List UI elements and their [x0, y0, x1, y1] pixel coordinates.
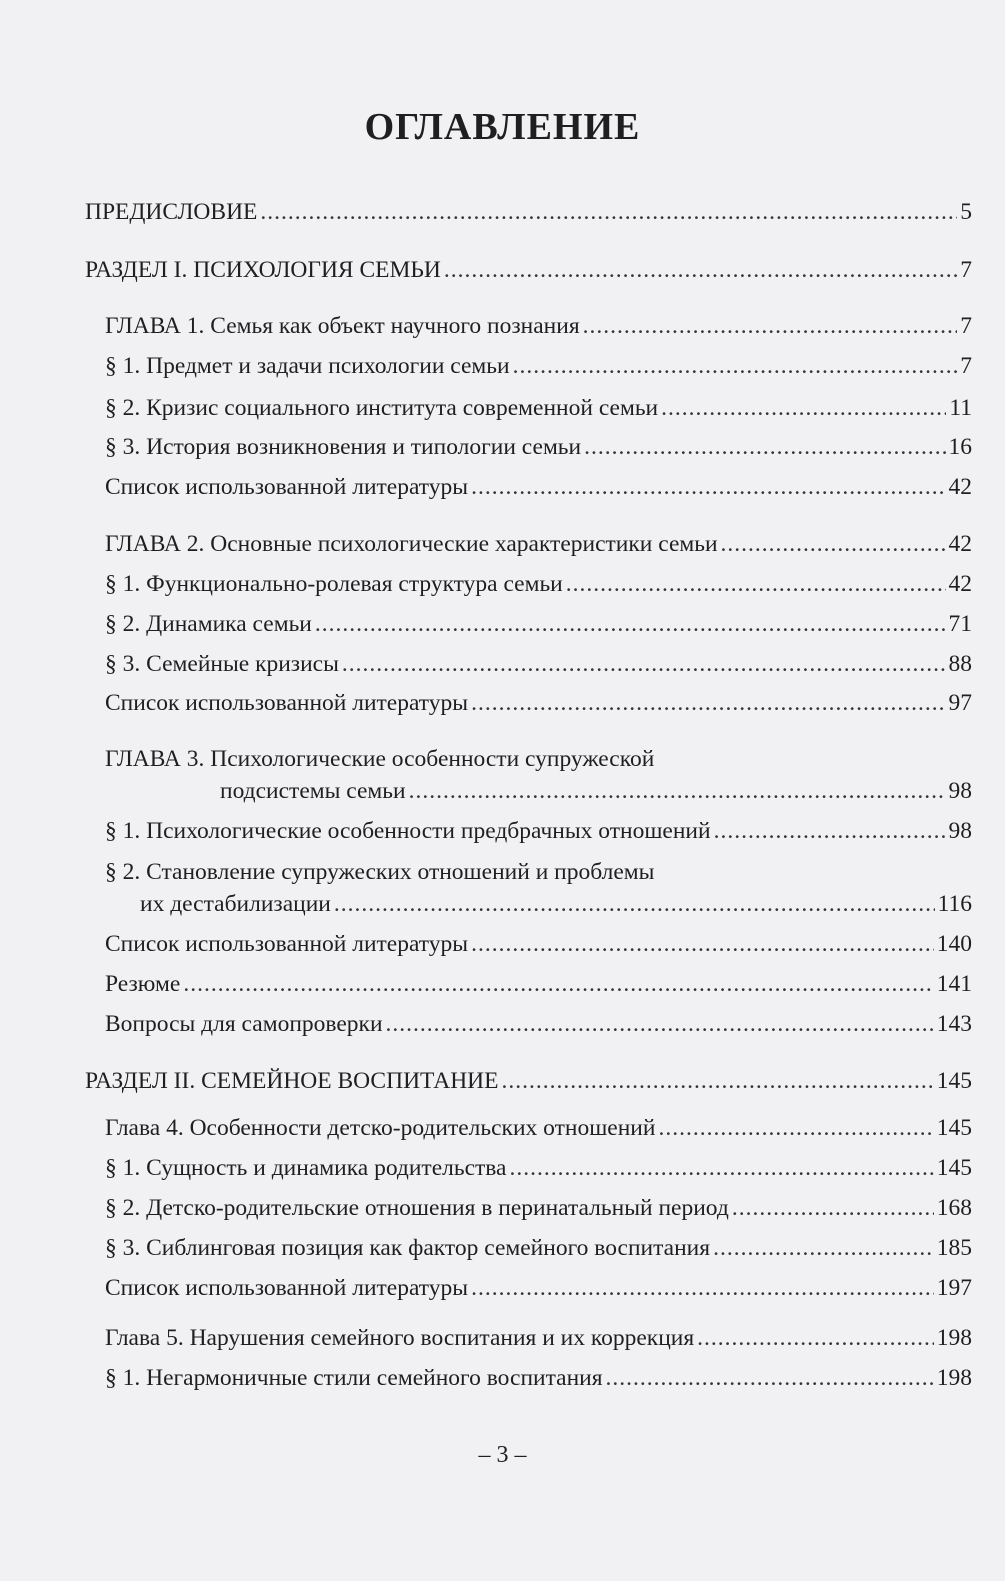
toc-entry[interactable] [105, 1363, 972, 1393]
toc-entry-label: ПРЕДИСЛОВИЕ [85, 199, 258, 225]
toc-entry-page: 141 [936, 971, 972, 997]
toc-entry-label: § 1. Функционально-ролевая структура семьи [105, 571, 563, 597]
leader-dots [732, 1193, 934, 1223]
leader-dots [714, 816, 946, 846]
leader-dots [471, 1273, 934, 1303]
toc-entry-page: 88 [948, 651, 972, 677]
toc-entry-page: 5 [960, 199, 972, 225]
toc-entry-page: 140 [936, 931, 972, 957]
toc-entry-page: 42 [948, 474, 972, 500]
toc-entry[interactable] [105, 969, 972, 999]
toc-entry-label: Резюме [105, 971, 181, 997]
toc-entry-label: Глава 4. Особенности детско-родительских отношений [105, 1115, 656, 1141]
leader-dots [315, 609, 946, 639]
toc-entry-chapter-4[interactable] [105, 1113, 972, 1143]
toc-entry-page: 198 [936, 1365, 972, 1391]
toc-entry-page: 143 [936, 1011, 972, 1037]
toc-entry-page: 7 [960, 353, 972, 379]
toc-entry-page: 145 [936, 1115, 972, 1141]
leader-dots [713, 1233, 934, 1263]
toc-entry[interactable] [140, 889, 972, 919]
toc-entry-page: 97 [948, 690, 972, 716]
leader-dots [721, 529, 946, 559]
toc-entry-section-2[interactable] [85, 1066, 972, 1096]
toc-entry-page: 98 [948, 778, 972, 804]
toc-entry-label: Глава 5. Нарушения семейного воспитания и их коррекция [105, 1325, 695, 1351]
leader-dots [510, 1153, 934, 1183]
leader-dots [606, 1363, 934, 1393]
leader-dots [471, 929, 934, 959]
toc-entry[interactable] [105, 1273, 972, 1303]
leader-dots [471, 472, 945, 502]
toc-entry-label: § 1. Негармоничные стили семейного воспитания [105, 1365, 603, 1391]
toc-entry-chapter-2[interactable] [105, 529, 972, 559]
toc-entry-page: 145 [936, 1068, 972, 1094]
leader-dots [183, 969, 933, 999]
leader-dots [583, 311, 958, 341]
toc-entry[interactable] [105, 351, 972, 381]
toc-entry-label: ГЛАВА 1. Семья как объект научного познания [105, 313, 580, 339]
toc-entry[interactable] [105, 929, 972, 959]
toc-entry-label: § 1. Предмет и задачи психологии семьи [105, 353, 510, 379]
toc-entry[interactable] [105, 1009, 972, 1039]
toc-entry-page: 98 [948, 818, 972, 844]
toc-entry[interactable] [105, 609, 972, 639]
toc-entry-page: 71 [948, 611, 972, 637]
leader-dots [342, 649, 946, 679]
toc-entry[interactable] [105, 816, 972, 846]
leader-dots [661, 393, 946, 423]
toc-entry-page: 11 [949, 395, 972, 421]
toc-entry-label: § 2. Детско-родительские отношения в перинатальный период [105, 1195, 729, 1221]
toc-entry-chapter-3[interactable] [220, 776, 972, 806]
toc-entry-page: 198 [936, 1325, 972, 1351]
toc-entry-chapter-5[interactable] [105, 1323, 972, 1353]
toc-entry-label: § 3. Сиблинговая позиция как фактор семейного воспитания [105, 1235, 711, 1261]
page-number: – 3 – [478, 1442, 527, 1468]
toc-entry-label: § 2. Динамика семьи [105, 611, 312, 637]
toc-entry-label: Список использованной литературы [105, 1275, 469, 1301]
toc-entry-page: 42 [948, 531, 972, 557]
leader-dots [658, 1113, 933, 1143]
toc-entry-label: § 1. Психологические особенности предбрачных отношений [105, 818, 711, 844]
toc-entry-label: РАЗДЕЛ II. СЕМЕЙНОЕ ВОСПИТАНИЕ [85, 1068, 499, 1094]
toc-entry-label: § 1. Сущность и динамика родительства [105, 1155, 507, 1181]
toc-entry-label: ГЛАВА 2. Основные психологические характеристики семьи [105, 531, 718, 557]
leader-dots [697, 1323, 934, 1353]
leader-dots [471, 688, 945, 718]
toc-entry-page: 116 [937, 891, 972, 917]
toc-entry[interactable] [105, 649, 972, 679]
toc-entry-page: 145 [936, 1155, 972, 1181]
leader-dots [409, 776, 946, 806]
leader-dots [444, 255, 957, 285]
toc-entry-page: 42 [948, 571, 972, 597]
toc-entry-label: § 3. Семейные кризисы [105, 651, 339, 677]
leader-dots [513, 351, 958, 381]
toc-entry-label: их дестабилизации [140, 891, 331, 917]
toc-entry-chapter-3-first-line: ГЛАВА 3. Психологические особенности супружеской [105, 746, 655, 772]
toc-entry[interactable] [105, 688, 972, 718]
toc-entry-section-1[interactable] [85, 255, 972, 285]
toc-entry-first-line: § 2. Становление супружеских отношений и проблемы [105, 859, 655, 885]
toc-entry-label: Список использованной литературы [105, 931, 469, 957]
leader-dots [566, 569, 946, 599]
toc-entry-page: 168 [936, 1195, 972, 1221]
toc-entry-page: 185 [936, 1235, 972, 1261]
toc-entry[interactable] [105, 432, 972, 462]
toc-entry[interactable] [105, 569, 972, 599]
leader-dots [386, 1009, 934, 1039]
page-title: ОГЛАВЛЕНИЕ [364, 106, 641, 148]
toc-entry-page: 7 [960, 257, 972, 283]
toc-entry-label: РАЗДЕЛ I. ПСИХОЛОГИЯ СЕМЬИ [85, 257, 441, 283]
toc-entry-label: Список использованной литературы [105, 690, 469, 716]
leader-dots [260, 197, 957, 227]
toc-entry[interactable] [105, 472, 972, 502]
toc-entry-chapter-1[interactable] [105, 311, 972, 341]
toc-entry[interactable] [105, 1233, 972, 1263]
leader-dots [334, 889, 935, 919]
toc-entry[interactable] [105, 1193, 972, 1223]
toc-entry[interactable] [105, 1153, 972, 1183]
toc-entry-label: § 3. История возникновения и типологии семьи [105, 434, 582, 460]
leader-dots [584, 432, 945, 462]
toc-entry[interactable] [105, 393, 972, 423]
toc-entry-label: подсистемы семьи [220, 778, 406, 804]
toc-entry-label: Список использованной литературы [105, 474, 469, 500]
toc-entry-label: § 2. Кризис социального института современной семьи [105, 395, 659, 421]
toc-entry-label: Вопросы для самопроверки [105, 1011, 383, 1037]
toc-entry-page: 16 [948, 434, 972, 460]
toc-entry-page: 197 [936, 1275, 972, 1301]
toc-entry-page: 7 [960, 313, 972, 339]
leader-dots [502, 1066, 934, 1096]
toc-entry-preface[interactable] [85, 197, 972, 227]
